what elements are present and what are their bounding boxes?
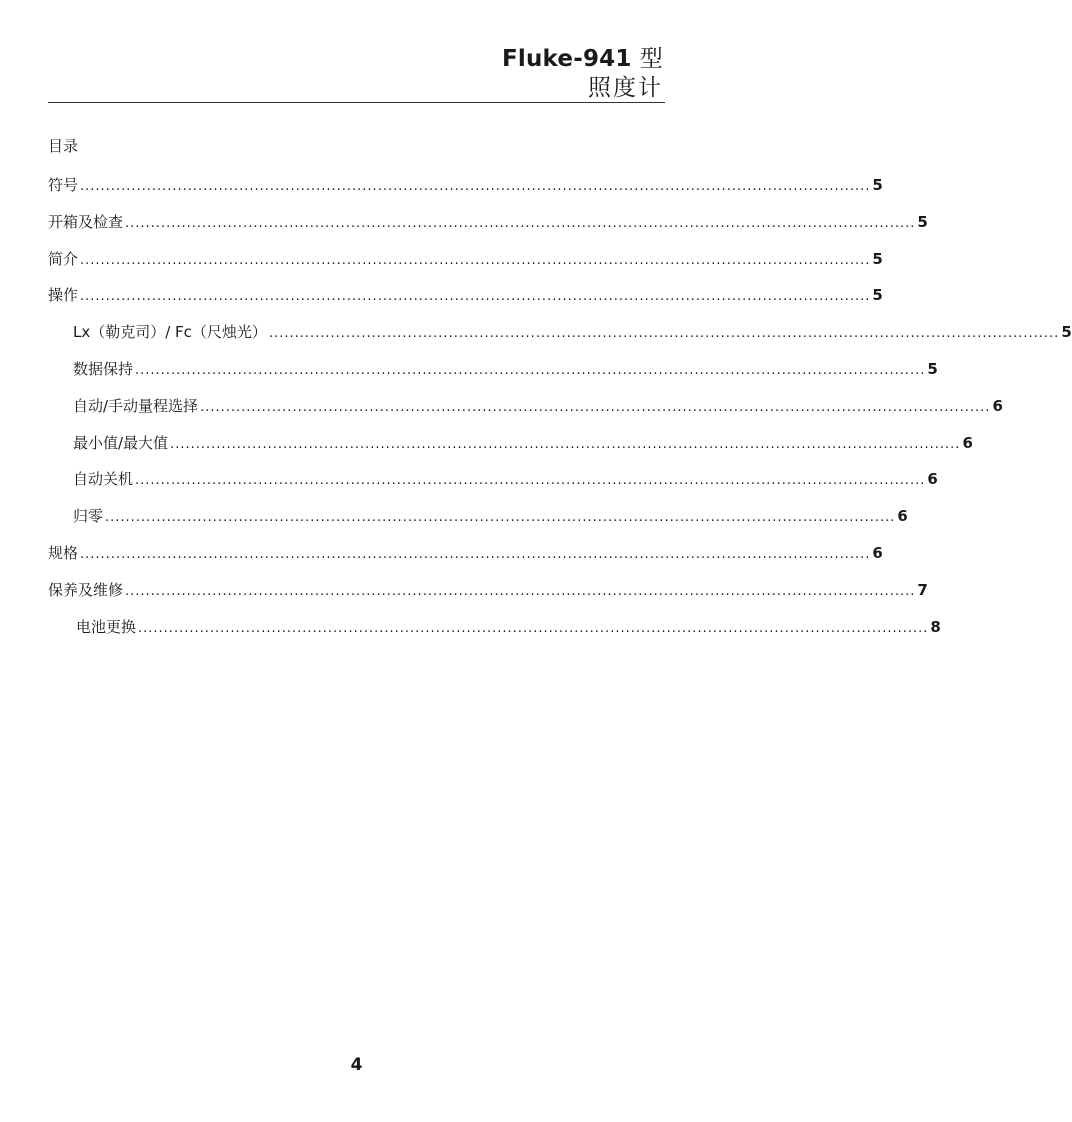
toc-leader-dots: .......................................................................................................................................................... bbox=[80, 179, 871, 194]
toc-entry-auto-off[interactable] bbox=[48, 468, 938, 505]
toc-entry-label: 电池更换 bbox=[76, 617, 137, 636]
toc-entry-page: 5 bbox=[872, 249, 883, 268]
toc-entry-page: 7 bbox=[917, 580, 928, 599]
toc-entry-page: 5 bbox=[927, 359, 938, 378]
toc-entry-page: 5 bbox=[872, 286, 883, 305]
toc-leader-dots: .......................................................................................................................................................... bbox=[80, 252, 871, 268]
toc-entry-zero[interactable] bbox=[48, 505, 908, 542]
toc-entry-page: 6 bbox=[897, 507, 908, 526]
toc-entry-label: 开箱及检查 bbox=[48, 212, 124, 231]
page-number: 4 bbox=[350, 1055, 363, 1075]
toc-leader-dots: .......................................................................................................................................................... bbox=[200, 399, 991, 415]
toc-entry-introduction[interactable] bbox=[48, 248, 883, 285]
toc-leader-dots: .......................................................................................................................................................... bbox=[105, 510, 896, 526]
toc-entry-specifications[interactable] bbox=[48, 542, 883, 579]
toc-entry-page: 5 bbox=[917, 212, 928, 231]
toc-entry-page: 5 bbox=[872, 176, 883, 194]
model-name: Fluke-941 bbox=[501, 46, 632, 72]
toc-entry-page: 5 bbox=[1061, 323, 1072, 342]
toc-entry-page: 8 bbox=[930, 617, 941, 636]
toc-entry-label: 符号 bbox=[48, 176, 79, 194]
toc-leader-dots: .......................................................................................................................................................... bbox=[170, 436, 961, 452]
toc-entry-label: Lx（勒克司）/ Fc（尺烛光） bbox=[73, 323, 267, 342]
toc-entry-data-hold[interactable] bbox=[48, 358, 938, 395]
toc-leader-dots: .......................................................................................................................................................... bbox=[268, 326, 1060, 342]
toc-leader-dots: .......................................................................................................................................................... bbox=[80, 289, 871, 305]
toc-entry-page: 6 bbox=[872, 543, 883, 562]
toc-entry-label: 归零 bbox=[73, 507, 104, 526]
toc-entry-maintenance[interactable] bbox=[48, 579, 928, 616]
toc-entry-label: 最小值/最大值 bbox=[73, 433, 169, 452]
toc-leader-dots: .......................................................................................................................................................... bbox=[80, 546, 871, 562]
model-suffix: 型 bbox=[639, 46, 663, 72]
toc-entry-symbols[interactable] bbox=[48, 174, 883, 211]
product-name: 照度计 bbox=[588, 75, 663, 101]
toc-entry-label: 操作 bbox=[48, 286, 79, 305]
toc-leader-dots: .......................................................................................................................................................... bbox=[135, 362, 926, 378]
table-of-contents bbox=[48, 174, 1072, 652]
toc-leader-dots: .......................................................................................................................................................... bbox=[135, 473, 926, 489]
model-title bbox=[502, 44, 663, 74]
toc-entry-lx-fc[interactable] bbox=[48, 321, 1072, 358]
toc-leader-dots: .......................................................................................................................................................... bbox=[125, 215, 916, 231]
document-header bbox=[502, 44, 663, 102]
toc-entry-label: 简介 bbox=[48, 249, 79, 268]
toc-entry-range-select[interactable] bbox=[48, 395, 1003, 432]
toc-entry-label: 自动关机 bbox=[73, 470, 134, 489]
toc-entry-label: 数据保持 bbox=[73, 359, 134, 378]
toc-entry-page: 6 bbox=[962, 433, 973, 452]
toc-entry-unpacking[interactable] bbox=[48, 211, 928, 248]
header-divider bbox=[48, 102, 665, 103]
toc-heading: 目录 bbox=[48, 137, 79, 155]
toc-leader-dots: .......................................................................................................................................................... bbox=[125, 583, 916, 599]
toc-entry-operation[interactable] bbox=[48, 284, 883, 321]
toc-entry-page: 6 bbox=[992, 396, 1003, 415]
toc-entry-battery[interactable] bbox=[48, 616, 941, 653]
toc-entry-label: 规格 bbox=[48, 543, 79, 562]
toc-leader-dots: .......................................................................................................................................................... bbox=[138, 620, 929, 636]
toc-entry-min-max[interactable] bbox=[48, 432, 973, 469]
toc-entry-page: 6 bbox=[927, 470, 938, 489]
toc-entry-label: 自动/手动量程选择 bbox=[73, 396, 199, 415]
toc-entry-label: 保养及维修 bbox=[48, 580, 124, 599]
